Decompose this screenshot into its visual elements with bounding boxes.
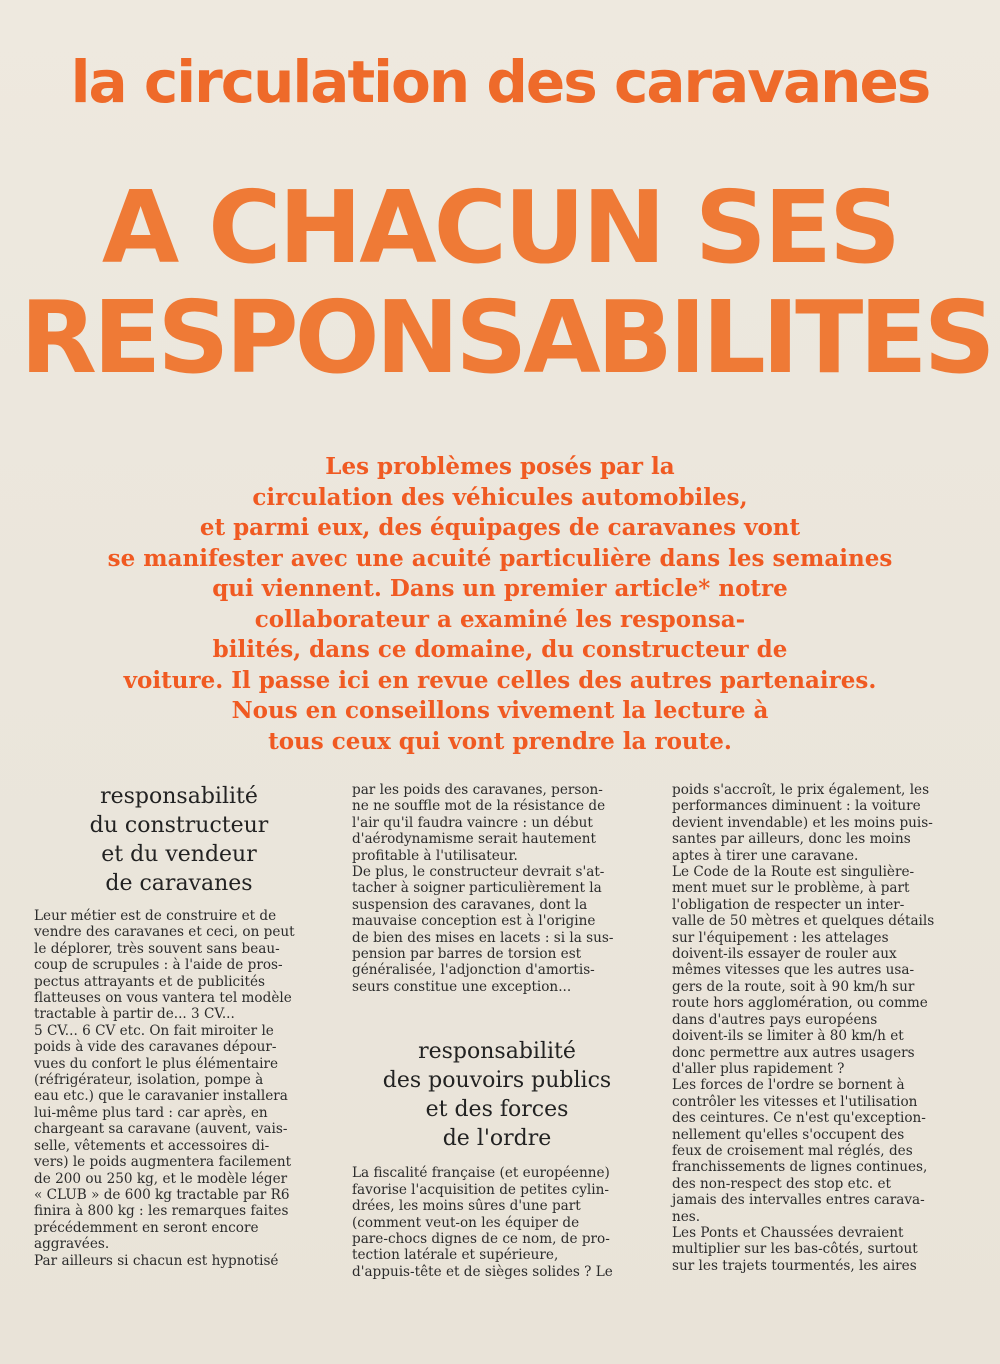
text-line: pectus attrayants et de publicités (34, 973, 266, 990)
heading-line: et des forces (425, 1097, 569, 1123)
intro-line: tous ceux qui vont prendre la route. (268, 727, 732, 755)
heading-line: responsabilité (418, 1039, 576, 1065)
intro-line: se manifester avec une acuité particulière dans les semaines (107, 544, 893, 572)
text-line: eau etc.) que le caravanier installera (34, 1088, 288, 1105)
intro-line: Nous en conseillons vivement la lecture à (231, 697, 769, 724)
text-line: poids à vide des caravanes dépour- (34, 1039, 277, 1056)
text-line: coup de scrupules : à l'aide de pros- (34, 957, 283, 974)
text-line: pension par barres de torsion est (352, 946, 582, 963)
text-line: de 200 ou 250 kg, et le modèle léger (34, 1170, 288, 1187)
text-line: par les poids des caravanes, person- (352, 782, 603, 798)
section-heading-pouvoirs-publics (352, 1037, 642, 1153)
text-line: mêmes vitesses que les autres usa- (672, 962, 915, 979)
text-line: Les forces de l'ordre se bornent à (672, 1077, 905, 1094)
text-line: feux de croisement mal réglés, des (672, 1142, 913, 1159)
text-line: lui-même plus tard : car après, en (34, 1104, 268, 1121)
section-body-constructeur (34, 908, 324, 1269)
text-line: performances diminuent : la voiture (672, 798, 921, 815)
text-line: Leur métier est de construire et de (34, 908, 277, 924)
text-line: généralisée, l'adjonction d'amortis- (352, 962, 595, 979)
text-line: aggravées. (34, 1236, 110, 1253)
text-line: favorise l'acquisition de petites cylin- (352, 1181, 609, 1198)
text-line: donc permettre aux autres usagers (672, 1044, 915, 1061)
text-line: le déplorer, très souvent sans beau- (34, 940, 280, 957)
text-line: tacher à soigner particulièrement la (352, 880, 602, 897)
text-line: tection latérale et supérieure, (352, 1247, 559, 1264)
intro-line: qui viennent. Dans un premier article* notre (212, 575, 788, 602)
text-line: de bien des mises en lacets : si la sus- (352, 929, 614, 946)
heading-line: de l'ordre (442, 1126, 552, 1152)
text-line: d'aller plus rapidement ? (672, 1060, 845, 1077)
text-line: sur l'équipement : les attelages (672, 929, 889, 946)
text-line: jamais des intervalles entres carava- (672, 1192, 925, 1209)
heading-line: responsabilité (100, 784, 258, 809)
column-1 (34, 782, 324, 1269)
text-line: valle de 50 mètres et quelques détails (672, 913, 935, 930)
text-line: gers de la route, soit à 90 km/h sur (672, 978, 915, 995)
text-line: nes. (672, 1208, 701, 1225)
text-line: De plus, le constructeur devrait s'at- (352, 864, 605, 881)
text-line: La fiscalité française (et européenne) (352, 1165, 610, 1182)
text-line: franchissements de lignes continues, (672, 1159, 928, 1176)
text-line: contrôler les vitesses et l'utilisation (672, 1093, 918, 1110)
section-heading-constructeur (34, 782, 324, 898)
intro-line: collaborateur a examiné les responsa- (254, 605, 746, 633)
text-line: des ceintures. Ce n'est qu'exception- (672, 1110, 926, 1127)
text-line: ne ne souffle mot de la résistance de (352, 798, 606, 815)
text-line: « CLUB » de 600 kg tractable par R6 (34, 1186, 290, 1203)
headline-line-1: A CHACUN SES (101, 169, 899, 286)
kicker-title: la circulation des caravanes (70, 48, 930, 116)
text-line: route hors agglomération, ou comme (672, 995, 928, 1012)
intro-line: et parmi eux, des équipages de caravanes vont (199, 514, 801, 541)
section-body-pouvoirs-publics (352, 1165, 642, 1280)
text-line: aptes à tirer une caravane. (672, 847, 859, 864)
text-line: l'air qu'il faudra vaincre : un début (352, 814, 593, 831)
column-2 (352, 782, 642, 1280)
text-line: santes par ailleurs, donc les moins (672, 831, 911, 848)
text-line: vendre des caravanes et ceci, on peut (34, 924, 295, 941)
text-line: sur les trajets tourmentés, les aires (672, 1257, 917, 1274)
column-2-continuation (352, 782, 642, 995)
intro-line: Les problèmes posés par la (325, 453, 675, 480)
text-line: (comment veut-on les équiper de (352, 1214, 580, 1231)
heading-line: de caravanes (105, 871, 253, 896)
text-line: 5 CV... 6 CV etc. On fait miroiter le (34, 1022, 274, 1039)
text-line: devient invendable) et les moins puis- (672, 814, 933, 831)
text-line: précédemment en seront encore (34, 1219, 259, 1236)
heading-line: des pouvoirs publics (382, 1068, 612, 1094)
text-line: Le Code de la Route est singulière- (672, 864, 915, 881)
text-line: selle, vêtements et accessoires di- (34, 1137, 270, 1154)
text-line: (réfrigérateur, isolation, pompe à (34, 1072, 264, 1089)
text-line: doivent-ils essayer de rouler aux (672, 946, 897, 963)
text-line: d'aérodynamisme serait hautement (352, 831, 597, 848)
text-line: mauvaise conception est à l'origine (352, 913, 596, 930)
intro-line: circulation des véhicules automobiles, (252, 483, 748, 511)
text-line: flatteuses on vous vantera tel modèle (34, 990, 292, 1007)
text-line: dans d'autres pays européens (672, 1011, 878, 1028)
text-line: multiplier sur les bas-côtés, surtout (672, 1241, 918, 1258)
text-line: vues du confort le plus élémentaire (34, 1055, 279, 1072)
intro-paragraph (40, 452, 960, 757)
text-line: seurs constitue une exception... (352, 978, 572, 995)
text-line: nellement qu'elles s'occupent des (672, 1126, 905, 1143)
column-3-continuation (672, 782, 962, 1274)
text-line: poids s'accroît, le prix également, les (672, 782, 930, 798)
text-line: ment muet sur le problème, à part (672, 880, 910, 897)
text-line: des non-respect des stop etc. et (672, 1175, 891, 1192)
heading-line: du constructeur (89, 813, 269, 838)
text-line: pare-chocs dignes de ce nom, de pro- (352, 1230, 610, 1247)
text-line: profitable à l'utilisateur. (352, 847, 518, 864)
text-line: drées, les moins sûres d'une part (352, 1198, 581, 1215)
intro-line: bilités, dans ce domaine, du constructeur de (212, 636, 788, 663)
text-line: d'appuis-tête et de sièges solides ? Le (352, 1263, 613, 1280)
text-line: vers) le poids augmentera facilement (34, 1154, 292, 1171)
text-line: doivent-ils se limiter à 80 km/h et (672, 1028, 904, 1045)
text-line: l'obligation de respecter un inter- (672, 896, 905, 913)
text-line: Par ailleurs si chacun est hypnotisé (34, 1252, 279, 1269)
heading-line: et du vendeur (101, 842, 257, 867)
text-line: Les Ponts et Chaussées devraient (672, 1224, 904, 1241)
column-3 (672, 782, 962, 1274)
text-line: tractable à partir de... 3 CV... (34, 1006, 235, 1023)
text-line: finira à 800 kg : les remarques faites (34, 1203, 289, 1220)
text-line: chargeant sa caravane (auvent, vais- (34, 1121, 288, 1138)
headline-line-2: RESPONSABILITES (20, 279, 992, 396)
intro-line: voiture. Il passe ici en revue celles des autres partenaires. (123, 666, 877, 694)
text-line: suspension des caravanes, dont la (352, 896, 588, 913)
